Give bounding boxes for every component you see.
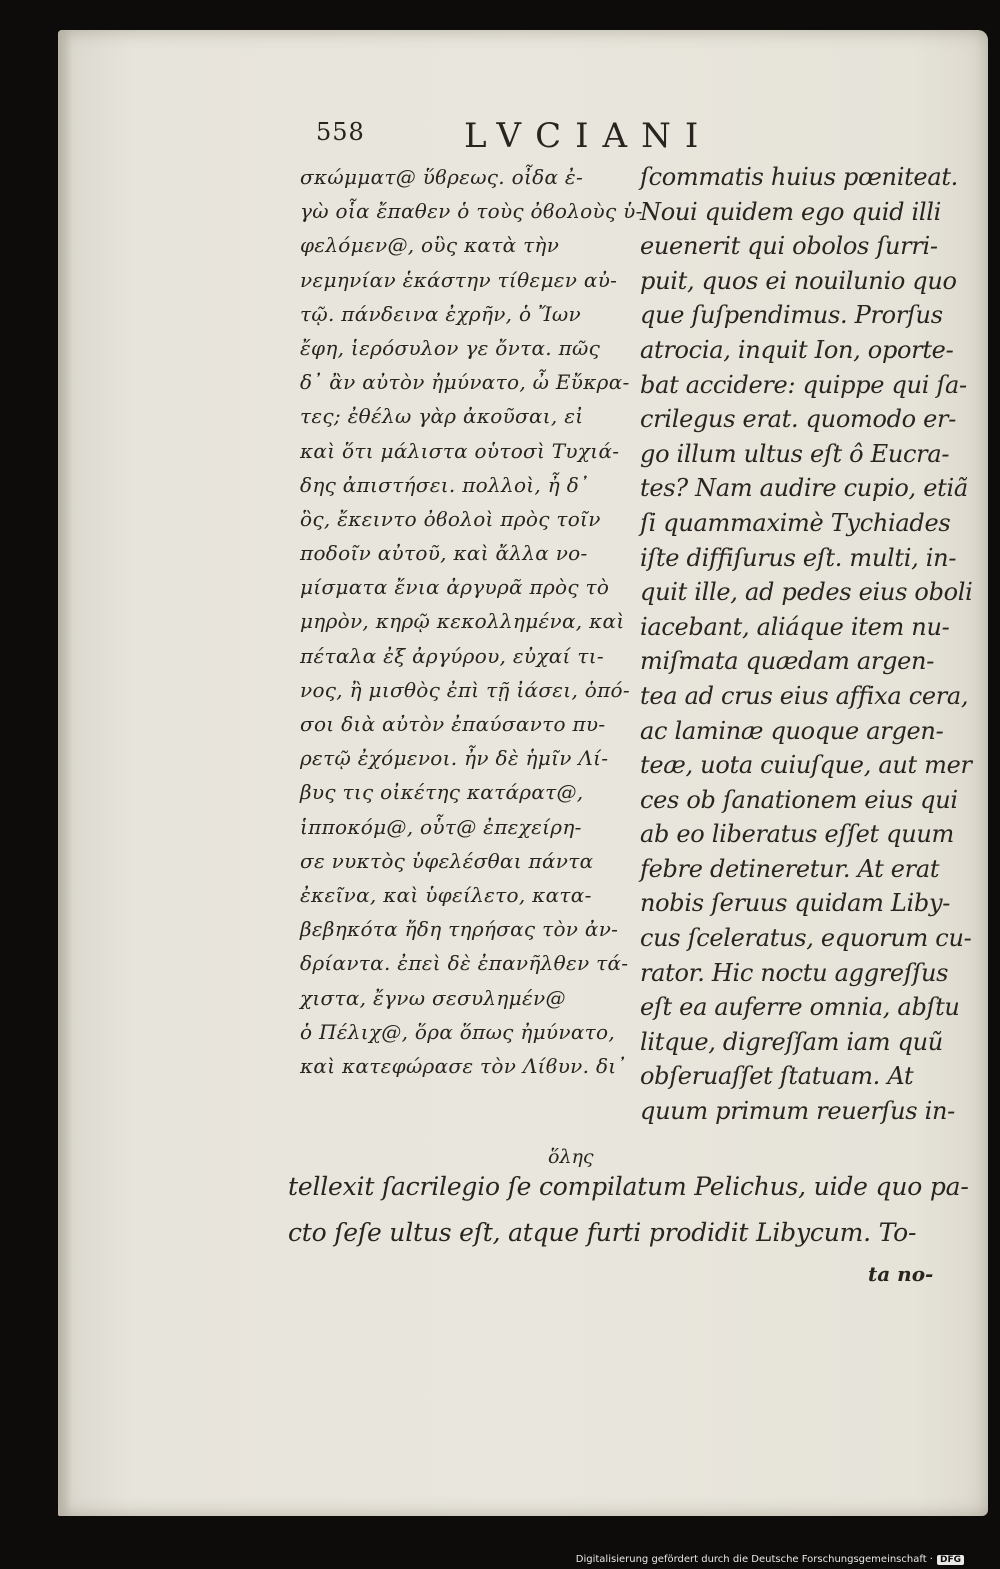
latin-text-line: litque, digreſſam iam quũ (640, 1027, 943, 1056)
latin-text-column (640, 160, 990, 1129)
greek-text-line: ἐκεῖνα, καὶ ὑφείλετο, κατα- (300, 882, 592, 907)
latin-text-line: ces ob ſanationem eius qui (640, 785, 958, 814)
latin-text-line: eſt ea auferre omnia, abſtu (640, 993, 960, 1022)
greek-text-line: μίσματα ἔνια ἀργυρᾶ πρὸς τὸ (300, 575, 610, 600)
greek-text-line: καὶ ὅτι μάλιστα οὑτοσὶ Τυχιά- (300, 438, 620, 463)
greek-text-line: νος, ἢ μισθὸς ἐπὶ τῇ ἰάσει, ὁπό- (300, 677, 630, 702)
latin-text-line: teæ, uota cuiuſque, aut mer (640, 751, 972, 780)
latin-text-line: crilegus erat. quomodo er- (640, 405, 957, 434)
latin-text-line: quum primum reuerſus in- (640, 1097, 955, 1126)
greek-text-line: πέταλα ἐξ ἀργύρου, εὐχαί τι- (300, 643, 604, 668)
dfg-logo-icon: DFG (937, 1555, 964, 1565)
latin-text-line: atrocia, inquit Ion, oporte- (640, 335, 954, 364)
latin-text-line: cus ſceleratus, equorum cu- (640, 924, 972, 953)
credit-text: Digitalisierung gefördert durch die Deutsche Forschungsgemeinschaft · (575, 1554, 933, 1565)
greek-text-line: ρετῷ ἐχόμενοι. ἦν δὲ ἡμῖν Λί- (300, 746, 609, 771)
greek-text-line: δης ἀπιστήσει. πολλοὶ, ἦ δ᾽ (300, 472, 590, 497)
latin-text-line: miſmata quædam argen- (640, 647, 935, 676)
latin-text-line: iacebant, aliáque item nu- (640, 612, 950, 641)
greek-text-line: ὁ Πέλιχ@, ὅρα ὅπως ἠμύνατο, (300, 1019, 616, 1044)
greek-text-line: βεβηκότα ἤδη τηρήσας τὸν ἀν- (300, 917, 619, 942)
latin-text-line: nobis ſeruus quidam Liby- (640, 889, 951, 918)
full-width-line-2: cto ſeſe ultus eſt, atque furti prodidit Libycum. To- (288, 1218, 917, 1247)
catchword: ta no- (868, 1262, 934, 1286)
page-number: 558 (316, 118, 365, 146)
greek-text-line: ὃς, ἔκειντο ὀϐολοὶ πρὸς τοῖν (300, 506, 601, 531)
latin-text-line: ab eo liberatus eſſet quum (640, 820, 955, 849)
greek-text-line: σοι διὰ αὐτὸν ἐπαύσαντο πυ- (300, 712, 606, 736)
greek-text-line: μηρὸν, κηρῷ κεκολλημένα, καὶ (300, 609, 625, 634)
greek-text-line: βυς τις οἰκέτης κατάρατ@, (300, 780, 584, 805)
latin-text-line: rator. Hic noctu aggreſſus (640, 958, 949, 987)
greek-text-line: φελόμεν@, οὓς κατὰ τὴν (300, 233, 560, 258)
latin-text-line: euenerit qui obolos ſurri- (640, 232, 938, 261)
greek-text-line: καὶ κατεφώρασε τὸν Λίϐυν. δι᾽ (300, 1053, 627, 1078)
latin-text-line: puit, quos ei nouilunio quo (640, 266, 957, 295)
greek-text-line: σε νυκτὸς ὑφελέσθαι πάντα (300, 848, 594, 873)
greek-text-line: χιστα, ἔγνω σεσυλημέν@ (300, 985, 566, 1010)
greek-text-line: τες; ἐθέλω γὰρ ἀκοῦσαι, εἰ (300, 404, 584, 429)
latin-text-line: Noui quidem ego quid illi (640, 197, 941, 226)
greek-text-column (300, 160, 643, 1083)
latin-text-line: quit ille, ad pedes eius oboli (640, 578, 973, 607)
greek-text-line: δρίαντα. ἐπεὶ δὲ ἐπανῆλθεν τά- (300, 951, 629, 976)
page-header (0, 118, 1000, 154)
greek-text-line: ἱπποκόμ@, οὗτ@ ἐπεχείρη- (300, 814, 582, 839)
latin-text-line: que ſuſpendimus. Prorſus (640, 301, 943, 330)
running-head: LVCIANI (464, 116, 713, 156)
latin-text-line: bat accidere: quippe qui ſa- (640, 370, 967, 399)
greek-text-line: τῷ. πάνδεινα ἐχρῆν, ὁ Ἴων (300, 301, 581, 326)
greek-text-line: γὼ οἷα ἔπαθεν ὁ τοὺς ὀϐολοὺς ὑ- (300, 199, 643, 224)
latin-text-line: tea ad crus eius affixa cera, (640, 681, 969, 710)
latin-text-line: ſi quammaximè Tychiades (640, 508, 951, 537)
latin-text-line: ſcommatis huius pœniteat. (640, 163, 959, 191)
greek-text-line: ἔφη, ἱερόσυλον γε ὄντα. πῶς (300, 335, 601, 360)
greek-text-line: ποδοῖν αὐτοῦ, καὶ ἄλλα νο- (300, 541, 588, 566)
digitization-credit (576, 1554, 964, 1565)
page-gutter-shadow (58, 30, 72, 1516)
latin-text-line: tes? Nam audire cupio, etiã (640, 474, 968, 503)
latin-text-line: obſeruaſſet ſtatuam. At (640, 1062, 914, 1091)
greek-text-line: σκώμματ@ ὕϐρεως. οἶδα ἐ- (300, 165, 584, 189)
latin-text-line: febre detineretur. At erat (640, 854, 940, 883)
full-width-line-1: tellexit ſacrilegio ſe compilatum Pelichus, uide quo pa- (288, 1172, 969, 1201)
greek-text-line: νεμηνίαν ἑκάστην τίθεμεν αὐ- (300, 267, 618, 292)
latin-text-line: ac laminæ quoque argen- (640, 716, 944, 745)
greek-final-word: ὅλης (548, 1146, 594, 1168)
latin-text-line: go illum ultus eſt ô Eucra- (640, 439, 950, 468)
greek-text-line: δ᾽ ἂν αὐτὸν ἠμύνατο, ὦ Εὔκρα- (300, 370, 630, 395)
latin-text-line: iſte diffiſurus eſt. multi, in- (640, 543, 957, 572)
